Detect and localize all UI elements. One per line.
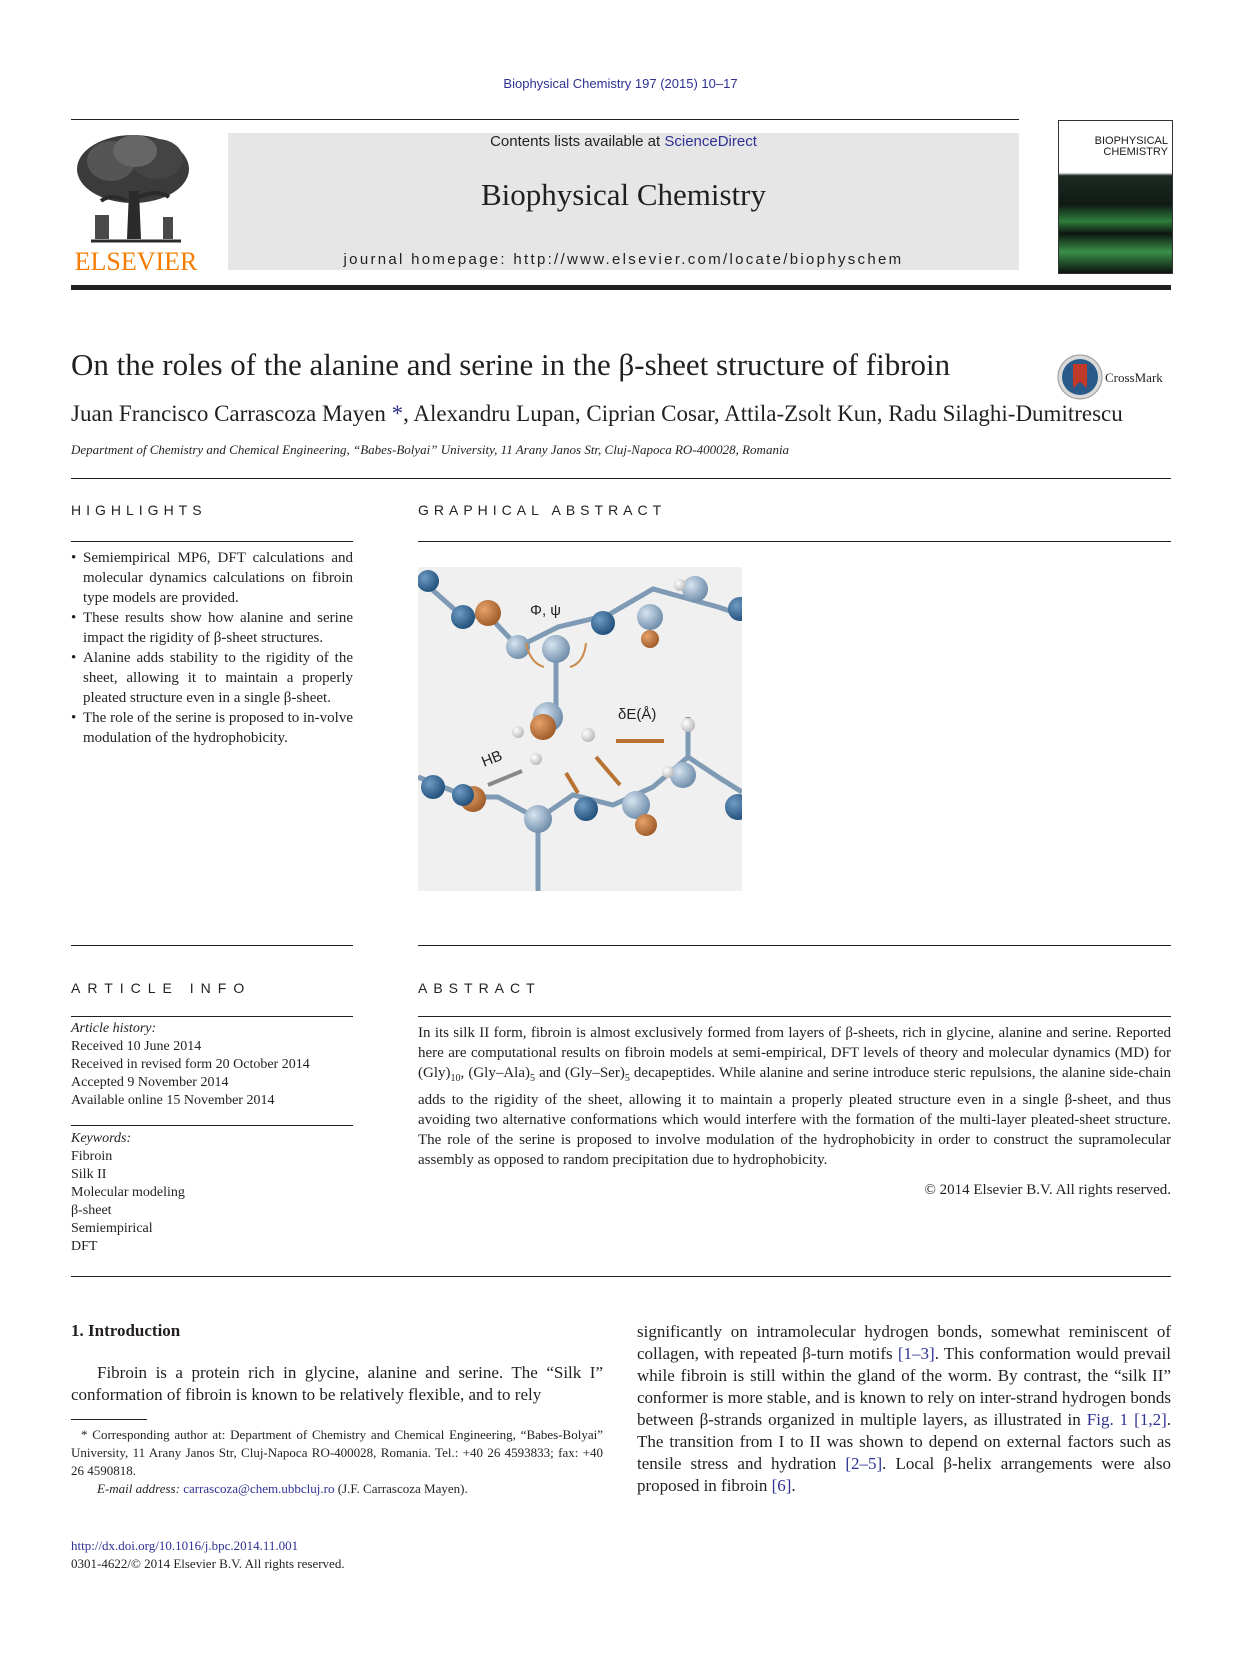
highlights-list-box xyxy=(71,548,353,748)
right-rule-mid xyxy=(418,945,1171,946)
abstract-rule xyxy=(418,1016,1171,1017)
journal-citation[interactable]: Biophysical Chemistry 197 (2015) 10–17 xyxy=(503,76,738,91)
arrow-glyphs xyxy=(566,741,664,793)
graphical-abstract-heading: GRAPHICAL ABSTRACT xyxy=(418,502,667,518)
abstract-sub: 5 xyxy=(624,1073,630,1085)
reference-link[interactable]: [6] xyxy=(771,1476,792,1495)
footnote xyxy=(71,1426,603,1498)
highlight-item: • These results show how alanine and serine impact the rigidity of β-sheet structures. xyxy=(71,608,353,648)
intro-text: significantly on intramolecular hydrogen bonds, somewhat reminiscent of collagen, with repeated β-turn motifs xyxy=(637,1322,1171,1363)
abstract-heading: ABSTRACT xyxy=(418,980,541,996)
keywords-rule xyxy=(71,1125,353,1126)
keyword: Silk II xyxy=(71,1167,107,1182)
article-info-rule xyxy=(71,1016,353,1017)
left-rule-mid xyxy=(71,945,353,946)
footnote-star: * xyxy=(81,1427,88,1442)
sciencedirect-link[interactable]: ScienceDirect xyxy=(664,133,757,150)
highlight-item: • The role of the serine is proposed to in-volve modulation of the hydrophobicity. xyxy=(71,708,353,748)
contents-prefix: Contents lists available at xyxy=(490,133,665,150)
crossmark-icon xyxy=(1057,354,1103,400)
abstract-sub: 5 xyxy=(530,1073,535,1085)
affiliation: Department of Chemistry and Chemical Engineering, “Babes-Bolyai” University, 11 Arany Janos Str, Cluj-Napoca RO-400028, Romania xyxy=(71,442,790,457)
graphical-abstract-figure xyxy=(418,567,742,891)
graphical-abstract-rule xyxy=(418,541,1171,542)
abstract-part: , (Gly–Ala) xyxy=(460,1065,530,1082)
cover-title-line1: BIOPHYSICAL xyxy=(1094,135,1168,147)
article-title: On the roles of the alanine and serine in the β-sheet structure of fibroin xyxy=(71,347,951,382)
cover-title-line2: CHEMISTRY xyxy=(1103,146,1168,158)
intro-text: . xyxy=(791,1476,796,1495)
intro-text: . Local β-helix arrangements were also proposed in fibroin xyxy=(637,1454,1172,1495)
highlights-heading: HIGHLIGHTS xyxy=(71,502,207,518)
journal-homepage[interactable]: journal homepage: http://www.elsevier.com/locate/biophyschem xyxy=(343,251,904,268)
abstract-part: decapeptides. While alanine and serine introduce steric repulsions, the alanine side-chain adds to the rigidity of the sheet, allowing it to maintain a properly pleated structure even in a single β-sheet, and thus avoiding two alternative conformations which would interfere with the formation of the multi-layer pleated-sheet structure. The role of the serine is proposed to involve modulation of the hydrophobicity in order to construct the supramolecular assembly as opposed to random precipitation due to hydrophobicity. xyxy=(418,1065,1171,1169)
reference-link[interactable]: [1–3] xyxy=(897,1344,935,1363)
abstract-part: and (Gly–Ser) xyxy=(535,1065,625,1082)
abstract-sub: 10 xyxy=(450,1073,461,1085)
intro-heading: 1. Introduction xyxy=(71,1321,181,1340)
article-history xyxy=(71,1020,353,1110)
author-list xyxy=(71,401,1123,427)
intro-text: . This conformation would prevail while fibroin is still within the gland of the worm. By contrast, the “silk II” conformer is more stable, and is known to rely on inter-strand hydrogen bonds between β-strands organized in multiple layers, as illustrated in xyxy=(637,1344,1172,1429)
header-thick-rule xyxy=(71,285,1171,290)
abstract-part: In its silk II form, fibroin is almost exclusively formed from layers of β-sheets, rich in glycine, alanine and serine. Reported here are computational results on fibroin models at semi-empirical, DFT levels of theory and molecular dynamics (MD) for (Gly) xyxy=(418,1025,1171,1082)
rule-after-affiliation xyxy=(71,478,1171,479)
elsevier-wordmark: ELSEVIER xyxy=(74,247,198,276)
keyword: β-sheet xyxy=(71,1203,112,1218)
label-hb: HB xyxy=(479,747,505,771)
keyword: DFT xyxy=(71,1239,98,1254)
contents-line xyxy=(228,133,1019,150)
issn-line: 0301-4622/© 2014 Elsevier B.V. All rights reserved. xyxy=(71,1556,345,1571)
corresponding-author-mark[interactable]: * xyxy=(391,401,404,426)
keywords-label: Keywords: xyxy=(71,1131,132,1146)
keyword: Molecular modeling xyxy=(71,1185,185,1200)
keyword: Fibroin xyxy=(71,1149,113,1164)
history-accepted: Accepted 9 November 2014 xyxy=(71,1075,229,1090)
authors-first: Juan Francisco Carrascoza Mayen xyxy=(71,401,392,426)
elsevier-logo xyxy=(71,131,201,276)
footnote-text xyxy=(71,1426,603,1480)
authors-rest: , Alexandru Lupan, Ciprian Cosar, Attila-Zsolt Kun, Radu Silaghi-Dumitrescu xyxy=(403,401,1123,426)
crossmark-badge[interactable] xyxy=(1057,354,1177,402)
keywords-block xyxy=(71,1130,353,1256)
footnote-body: Corresponding author at: Department of Chemistry and Chemical Engineering, “Babes-Bolyai” University, 11 Arany Janos Str, Cluj-Napoca RO-400028, Romania. Tel.: +40 26 4593833; fax: +40 26 4590818. xyxy=(71,1427,603,1478)
reference-link[interactable]: [1,2] xyxy=(1134,1410,1167,1429)
email-link[interactable]: carrascoza@chem.ubbcluj.ro xyxy=(183,1481,335,1496)
keyword: Semiempirical xyxy=(71,1221,153,1236)
journal-header-box xyxy=(228,133,1019,270)
history-online: Available online 15 November 2014 xyxy=(71,1093,275,1108)
article-info-heading: ARTICLE INFO xyxy=(71,980,252,996)
email-label: E-mail address: xyxy=(97,1481,184,1496)
journal-cover-image xyxy=(1058,120,1173,274)
footnote-rule xyxy=(71,1419,147,1420)
journal-title: Biophysical Chemistry xyxy=(480,177,766,212)
highlights-list xyxy=(71,548,353,748)
reference-link[interactable]: [2–5] xyxy=(845,1454,883,1473)
email-owner: (J.F. Carrascoza Mayen). xyxy=(334,1481,468,1496)
highlight-item: • Alanine adds stability to the rigidity of the sheet, allowing it to maintain a properly pleated structure even in a single β-sheet. xyxy=(71,648,353,708)
history-label: Article history: xyxy=(71,1021,157,1036)
highlight-item: • Semiempirical MP6, DFT calculations and molecular dynamics calculations on fibroin type models are provided. xyxy=(71,548,353,608)
label-phi-psi: Φ, ψ xyxy=(530,602,561,619)
intro-text: . The transition from I to II was shown to depend on external factors such as tensile stress and hydration xyxy=(637,1410,1171,1473)
doi-link[interactable]: http://dx.doi.org/10.1016/j.bpc.2014.11.001 xyxy=(71,1538,299,1553)
figure-link[interactable]: Fig. 1 xyxy=(1086,1410,1129,1429)
header-top-rule xyxy=(71,119,1019,120)
label-delta-e: δE(Å) xyxy=(618,706,657,723)
rule-before-body xyxy=(71,1276,1171,1277)
history-received: Received 10 June 2014 xyxy=(71,1039,202,1054)
highlights-rule xyxy=(71,541,353,542)
footnote-email-line xyxy=(71,1480,603,1498)
abstract-text xyxy=(418,1023,1171,1170)
history-revised: Received in revised form 20 October 2014 xyxy=(71,1057,310,1072)
abstract-copyright: © 2014 Elsevier B.V. All rights reserved. xyxy=(924,1182,1171,1198)
intro-column-2 xyxy=(637,1321,1171,1497)
intro-paragraph-1: Fibroin is a protein rich in glycine, alanine and serine. The “Silk I” conformation of fibroin is known to be relatively flexible, and to rely xyxy=(71,1363,603,1404)
crossmark-label: CrossMark xyxy=(1105,370,1163,385)
molecule-diagram xyxy=(418,567,742,891)
elsevier-tree-icon xyxy=(71,131,201,249)
